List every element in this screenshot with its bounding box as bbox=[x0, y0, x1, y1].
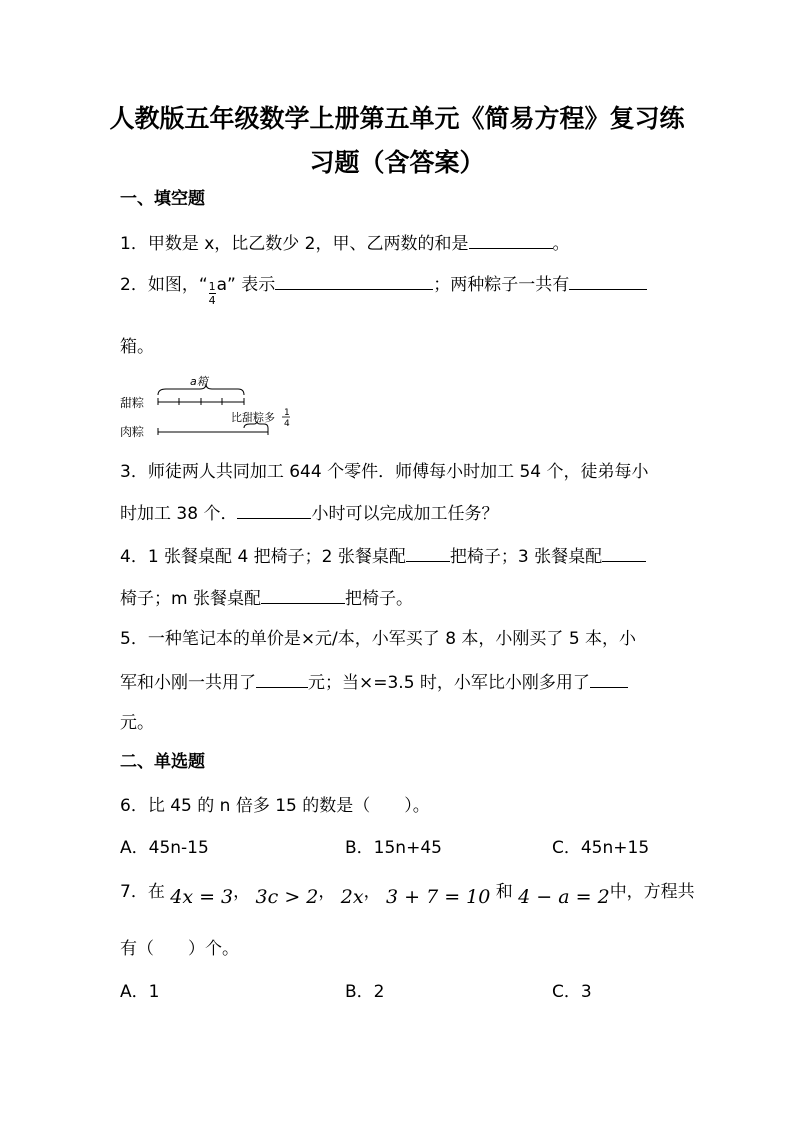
zongzi-diagram bbox=[118, 370, 308, 442]
note-frac-num: 1 bbox=[284, 408, 290, 418]
fraction-one-quarter: $\frac{1}{4}$ bbox=[208, 280, 216, 307]
expression-3-plus-7: 3 + 7 = 10 bbox=[386, 886, 491, 908]
answer-blank[interactable] bbox=[237, 500, 311, 519]
answer-blank[interactable] bbox=[602, 543, 646, 562]
option-a[interactable]: A．45n-15 bbox=[120, 838, 209, 858]
question-2 bbox=[120, 271, 680, 307]
question-4-part-1: 4．1 张餐桌配 4 把椅子；2 张餐桌配 bbox=[120, 547, 406, 567]
conjunction-and: 和 bbox=[495, 882, 513, 902]
option-b[interactable]: B．15n+45 bbox=[345, 838, 442, 858]
question-2-after: ；两种粽子一共有 bbox=[433, 275, 570, 295]
question-4-part-2: 把椅子；3 张餐桌配 bbox=[449, 547, 603, 567]
question-3: 3．师徒两人共同加工 644 个零件．师傅每小时加工 54 个，徒弟每小 bbox=[120, 462, 649, 482]
label-meat-zongzi: 肉粽 bbox=[120, 425, 145, 439]
question-5: 5．一种笔记本的单价是×元/本，小军买了 8 本，小刚买了 5 本，小 bbox=[120, 629, 637, 649]
label-more-than-sweet: 比甜粽多 bbox=[231, 411, 275, 424]
question-3-prefix: 时加工 38 个． bbox=[120, 504, 238, 524]
question-7-suffix: 中，方程共 bbox=[609, 882, 695, 902]
question-6: 6．比 45 的 n 倍多 15 的数是（ ）。 bbox=[120, 796, 430, 816]
question-5-part-1: 军和小刚一共用了 bbox=[120, 673, 256, 693]
question-7 bbox=[120, 880, 695, 909]
answer-blank[interactable] bbox=[590, 669, 628, 688]
diagram-svg bbox=[118, 370, 308, 442]
separator: ， bbox=[318, 882, 336, 902]
title-line-2: 习题（含答案） bbox=[309, 148, 485, 177]
option-c[interactable]: C．3 bbox=[552, 982, 592, 1002]
question-3-line-2 bbox=[120, 500, 680, 526]
question-1-text: 1．甲数是 x，比乙数少 2，甲、乙两数的和是 bbox=[120, 234, 469, 254]
question-3-suffix: 小时可以完成加工任务？ bbox=[311, 504, 499, 524]
variable-a: a bbox=[216, 275, 228, 295]
expression-2x: 2x bbox=[340, 886, 364, 908]
question-4-line-2-prefix: 椅子；m 张餐桌配 bbox=[120, 589, 261, 609]
section-fill-in: 一、填空题 bbox=[120, 189, 205, 209]
question-4-line-2 bbox=[120, 585, 680, 611]
question-1 bbox=[120, 230, 680, 256]
answer-blank[interactable] bbox=[569, 271, 647, 290]
answer-blank[interactable] bbox=[469, 230, 553, 249]
question-5-line-2 bbox=[120, 669, 680, 695]
separator: ， bbox=[233, 882, 251, 902]
option-a[interactable]: A．1 bbox=[120, 982, 160, 1002]
question-7-prefix: 7．在 bbox=[120, 882, 165, 902]
answer-blank[interactable] bbox=[406, 543, 450, 562]
option-c[interactable]: C．45n+15 bbox=[552, 838, 650, 858]
answer-blank[interactable] bbox=[261, 585, 345, 604]
separator: ， bbox=[363, 882, 381, 902]
question-4 bbox=[120, 543, 680, 569]
answer-blank[interactable] bbox=[275, 271, 433, 290]
question-5-part-2: 元；当×=3.5 时，小军比小刚多用了 bbox=[308, 673, 590, 693]
option-b[interactable]: B．2 bbox=[345, 982, 385, 1002]
page-title bbox=[100, 97, 694, 185]
section-single-choice: 二、单选题 bbox=[120, 752, 205, 772]
question-1-end: 。 bbox=[552, 234, 570, 254]
label-sweet-zongzi: 甜粽 bbox=[120, 396, 145, 410]
title-line-1: 人教版五年级数学上册第五单元《简易方程》复习练 bbox=[109, 104, 685, 133]
note-frac-den: 4 bbox=[284, 419, 290, 429]
question-7-line-2: 有（ ）个。 bbox=[120, 939, 239, 959]
question-2-prefix: 2．如图，“ bbox=[120, 275, 208, 295]
question-4-line-2-suffix: 把椅子。 bbox=[344, 589, 413, 609]
expression-4-minus-a: 4 − a = 2 bbox=[518, 886, 610, 908]
question-2-line-2: 箱。 bbox=[120, 337, 154, 357]
expression-3c-gt-2: 3c > 2 bbox=[255, 886, 319, 908]
question-2-middle: ” 表示 bbox=[227, 275, 276, 295]
label-a-boxes: a箱 bbox=[190, 375, 208, 388]
answer-blank[interactable] bbox=[256, 669, 308, 688]
question-5-line-3: 元。 bbox=[120, 713, 154, 733]
expression-4x-eq-3: 4x = 3 bbox=[170, 886, 234, 908]
